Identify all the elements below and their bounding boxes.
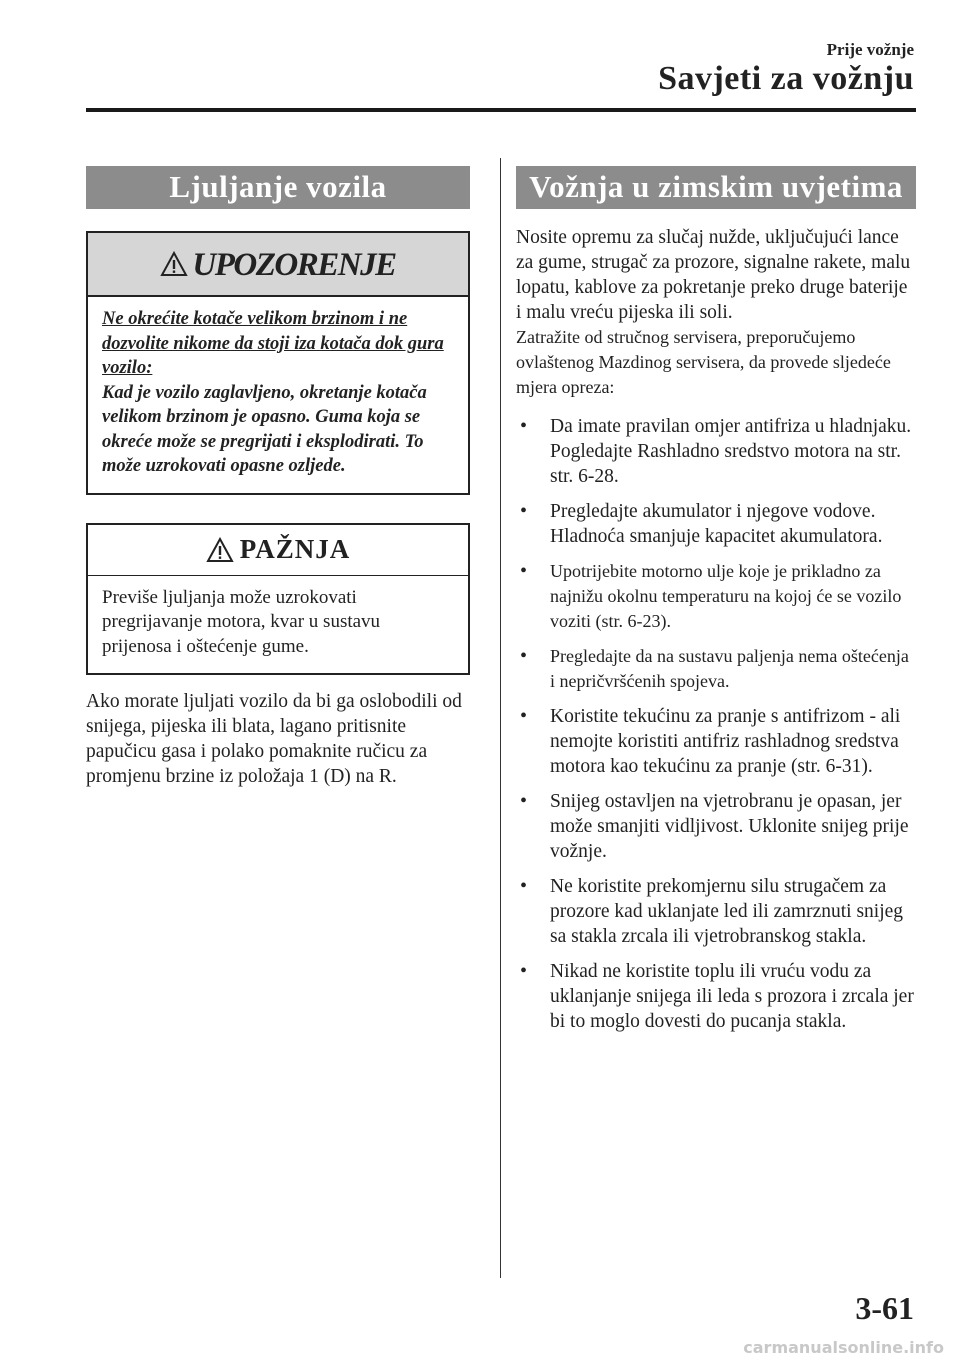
list-item <box>516 704 916 779</box>
winter-precautions-list <box>516 414 916 1034</box>
header-rule <box>86 108 916 112</box>
rocking-paragraph: Ako morate ljuljati vozilo da bi ga oslobodili od snijega, pijeska ili blata, lagano pritisnite papučicu gasa i polako pomaknite ručicu za promjenu brzine iz položaja 1 (D) na R. <box>86 691 462 787</box>
warning-header <box>88 233 468 297</box>
list-item-text: Da imate pravilan omjer antifriza u hladnjaku. <box>550 416 912 437</box>
right-column <box>516 166 916 1044</box>
list-item <box>516 789 916 864</box>
list-item-text: Pregledajte akumulator i njegove vodove. Hladnoća smanjuje kapacitet akumulatora. <box>550 501 883 547</box>
list-item-text: Snijeg ostavljen na vjetrobranu je opasan, jer može smanjiti vidljivost. Uklonite snijeg prije vožnje. <box>550 791 909 862</box>
caution-title: PAŽNJA <box>239 534 351 564</box>
page-number: 3-61 <box>855 1290 914 1326</box>
section-heading-winter: Vožnja u zimskim uvjetima <box>516 166 916 209</box>
warning-underlined-text: Ne okrećite kotače velikom brzinom i ne dozvolite nikome da stoji iza kotača dok gura vozilo: <box>102 309 444 378</box>
chapter-label: Prije vožnje <box>826 40 914 59</box>
list-item <box>516 499 916 549</box>
list-item-reference: Pogledajte Rashladno sredstvo motora na str. str. 6-28. <box>550 441 901 487</box>
list-item <box>516 959 916 1034</box>
warning-title: UPOZORENJE <box>192 246 396 283</box>
caution-body: Previše ljuljanja može uzrokovati pregrijavanje motora, kvar u sustavu prijenosa i oštećenje gume. <box>102 586 381 657</box>
left-column <box>86 166 470 789</box>
page-title: Savjeti za vožnju <box>658 60 914 97</box>
warning-text: Kad je vozilo zaglavljeno, okretanje kotača velikom brzinom je opasno. Guma koja se okreće može se pregrijati i eksplodirati. To može uzrokovati opasne ozljede. <box>102 382 427 476</box>
list-item <box>516 559 916 634</box>
winter-intro: Nosite opremu za slučaj nužde, uključujući lance za gume, strugač za prozore, signalne rakete, malu lopatu, kablove za pokretanje preko druge baterije i malu vreću pijeska ili soli. <box>516 227 911 323</box>
list-item <box>516 644 916 694</box>
list-item <box>516 414 916 489</box>
list-item-text: Koristite tekućinu za pranje s antifrizom - ali nemojte koristiti antifriz rashladnog sredstva motora kao tekućinu za pranje (str. 6-31). <box>550 706 901 777</box>
warning-body <box>88 297 468 493</box>
winter-intro-service: Zatražite od stručnog servisera, preporučujemo ovlaštenog Mazdinog servisera, da provede sljedeće mjera opreza: <box>516 327 891 397</box>
list-item-text: Pregledajte da na sustavu paljenja nema oštećenja i nepričvršćenih spojeva. <box>550 646 909 691</box>
caution-box <box>86 523 470 676</box>
list-item <box>516 874 916 949</box>
caution-triangle-icon <box>206 537 234 563</box>
warning-box <box>86 231 470 495</box>
column-divider <box>500 158 501 1278</box>
warning-triangle-icon <box>160 251 188 277</box>
list-item-text: Nikad ne koristite toplu ili vruću vodu za uklanjanje snijega ili leda s prozora i zrcala jer bi to moglo dovesti do pucanja stakla. <box>550 961 914 1032</box>
watermark[interactable]: carmanualsonline.info <box>743 1338 944 1357</box>
list-item-text: Ne koristite prekomjernu silu strugačem za prozore kad uklanjate led ili zamrznuti snijeg sa stakla zrcala ili vjetrobranskog stakla. <box>550 876 904 947</box>
section-heading-rocking: Ljuljanje vozila <box>86 166 470 209</box>
caution-header <box>88 525 468 576</box>
list-item-text: Upotrijebite motorno ulje koje je prikladno za najnižu okolnu temperaturu na kojoj će se vozilo voziti (str. 6-23). <box>550 561 902 631</box>
